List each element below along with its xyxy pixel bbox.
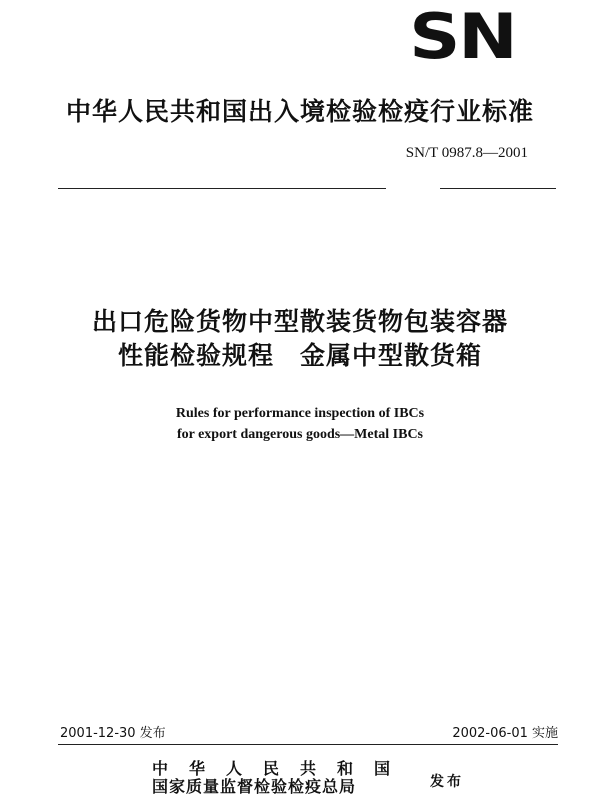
publish-label: 发布 [430,774,464,790]
organization-title: 中华人民共和国出入境检验检疫行业标准 [65,97,534,126]
chinese-title-line-2: 性能检验规程 金属中型散货箱 [117,341,482,370]
header-rule-right [440,188,556,189]
chinese-title-line-1: 出口危险货物中型散装货物包装容器 [91,307,508,336]
implementation-date: 2002-06-01 实施 [452,726,558,741]
chinese-title [0,305,600,373]
footer-rule [58,744,558,745]
issue-date: 2001-12-30 发布 [60,726,166,741]
english-title [0,403,600,445]
english-title-line-1: Rules for performance inspection of IBCs [175,406,425,421]
sn-logo: SN [409,0,516,73]
header-rule-left [58,188,386,189]
issuing-authority [152,760,422,796]
standard-number: SN/T 0987.8—2001 [405,145,528,161]
issuer-line-2: 国家质量监督检验检疫总局 [152,777,357,796]
issuer-line-1: 中华人民共和国 [152,759,412,778]
english-title-line-2: for export dangerous goods—Metal IBCs [176,427,424,442]
